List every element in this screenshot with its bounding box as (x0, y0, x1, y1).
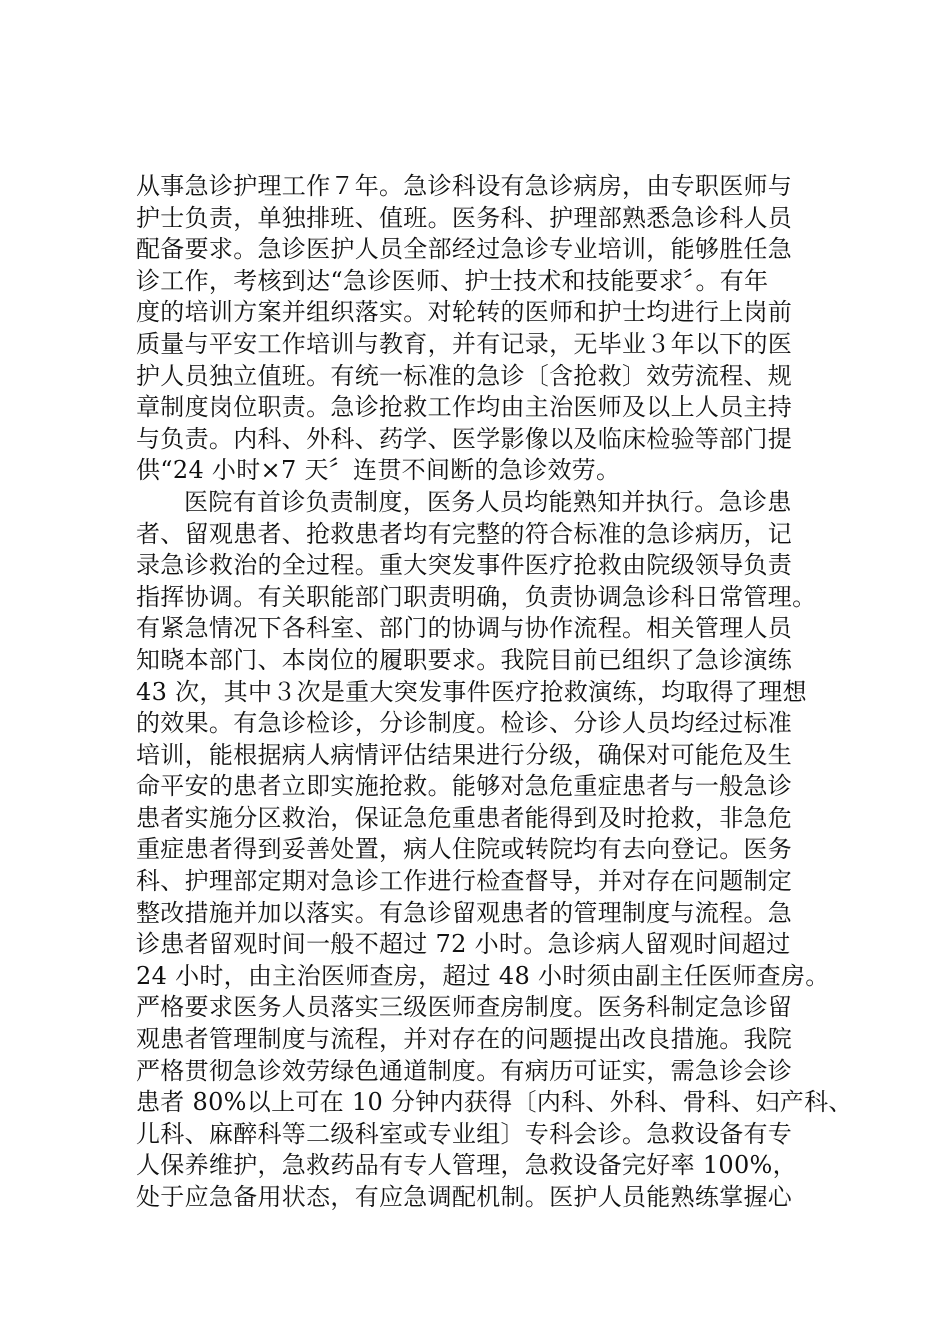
text-line: 科、护理部定期对急诊工作进行检查督导，并对存在问题制定 (136, 867, 793, 896)
document-body (136, 171, 853, 1214)
text-line: 与负责。内科、外科、药学、医学影像以及临床检验等部门提 (136, 424, 793, 453)
text-line: 43 次，其中３次是重大突发事件医疗抢救演练，均取得了理想 (136, 677, 807, 706)
text-line: 严格贯彻急诊效劳绿色通道制度。有病历可证实，需急诊会诊 (136, 1056, 793, 1085)
text-line: 的效果。有急诊检诊，分诊制度。检诊、分诊人员均经过标准 (136, 709, 793, 738)
text-line: 质量与平安工作培训与教育，并有记录，无毕业３年以下的医 (136, 329, 793, 358)
text-line: 录急诊救治的全过程。重大突发事件医疗抢救由院级领导负责 (136, 551, 793, 580)
text-line: 度的培训方案并组织落实。对轮转的医师和护士均进行上岗前 (136, 298, 793, 327)
text-line: 儿科、麻醉科等二级科室或专业组〕专科会诊。急救设备有专 (136, 1119, 793, 1148)
text-line: 从事急诊护理工作７年。急诊科设有急诊病房，由专职医师与 (136, 172, 793, 200)
text-line: 护人员独立值班。有统一标准的急诊〔含抢救〕效劳流程、规 (136, 361, 793, 390)
text-line: 供“24 小时×7 天〞连贯不间断的急诊效劳。 (136, 456, 621, 485)
text-line: 知晓本部门、本岗位的履职要求。我院目前已组织了急诊演练 (136, 645, 793, 674)
text-line: 严格要求医务人员落实三级医师查房制度。医务科制定急诊留 (136, 993, 793, 1022)
text-line: 章制度岗位职责。急诊抢救工作均由主治医师及以上人员主持 (136, 393, 793, 422)
text-line: 有紧急情况下各科室、部门的协调与协作流程。相关管理人员 (136, 614, 793, 643)
text-line: 患者实施分区救治，保证急危重患者能得到及时抢救，非急危 (136, 803, 793, 832)
text-line: 诊患者留观时间一般不超过 72 小时。急诊病人留观时间超过 (136, 930, 791, 959)
text-line: 培训，能根据病人病情评估结果进行分级，确保对可能危及生 (136, 740, 793, 769)
text-line: 处于应急备用状态，有应急调配机制。医护人员能熟练掌握心 (136, 1183, 793, 1211)
text-line: 整改措施并加以落实。有急诊留观患者的管理制度与流程。急 (136, 898, 793, 927)
text-line: 者、留观患者、抢救患者均有完整的符合标准的急诊病历，记 (136, 519, 793, 548)
text-line: 24 小时，由主治医师查房，超过 48 小时须由副主任医师查房。 (136, 961, 830, 990)
text-line: 护士负责，单独排班、值班。医务科、护理部熟悉急诊科人员 (136, 203, 793, 232)
text-line: 重症患者得到妥善处置，病人住院或转院均有去向登记。医务 (136, 835, 793, 864)
text-line: 诊工作，考核到达“急诊医师、护士技术和技能要求〞。有年 (136, 266, 769, 295)
text-line: 观患者管理制度与流程，并对存在的问题提出改良措施。我院 (136, 1025, 793, 1054)
text-line: 患者 80%以上可在 10 分钟内获得〔内科、外科、骨科、妇产科、 (136, 1088, 853, 1117)
text-line: 人保养维护，急救药品有专人管理，急救设备完好率 100%， (136, 1151, 797, 1180)
text-line: 指挥协调。有关职能部门职责明确，负责协调急诊科日常管理。 (136, 582, 817, 611)
text-line: 命平安的患者立即实施抢救。能够对急危重症患者与一般急诊 (136, 772, 793, 801)
text-line: 配备要求。急诊医护人员全部经过急诊专业培训，能够胜任急 (136, 235, 793, 264)
paragraph-start-line: 医院有首诊负责制度，医务人员均能熟知并执行。急诊患 (184, 487, 792, 516)
